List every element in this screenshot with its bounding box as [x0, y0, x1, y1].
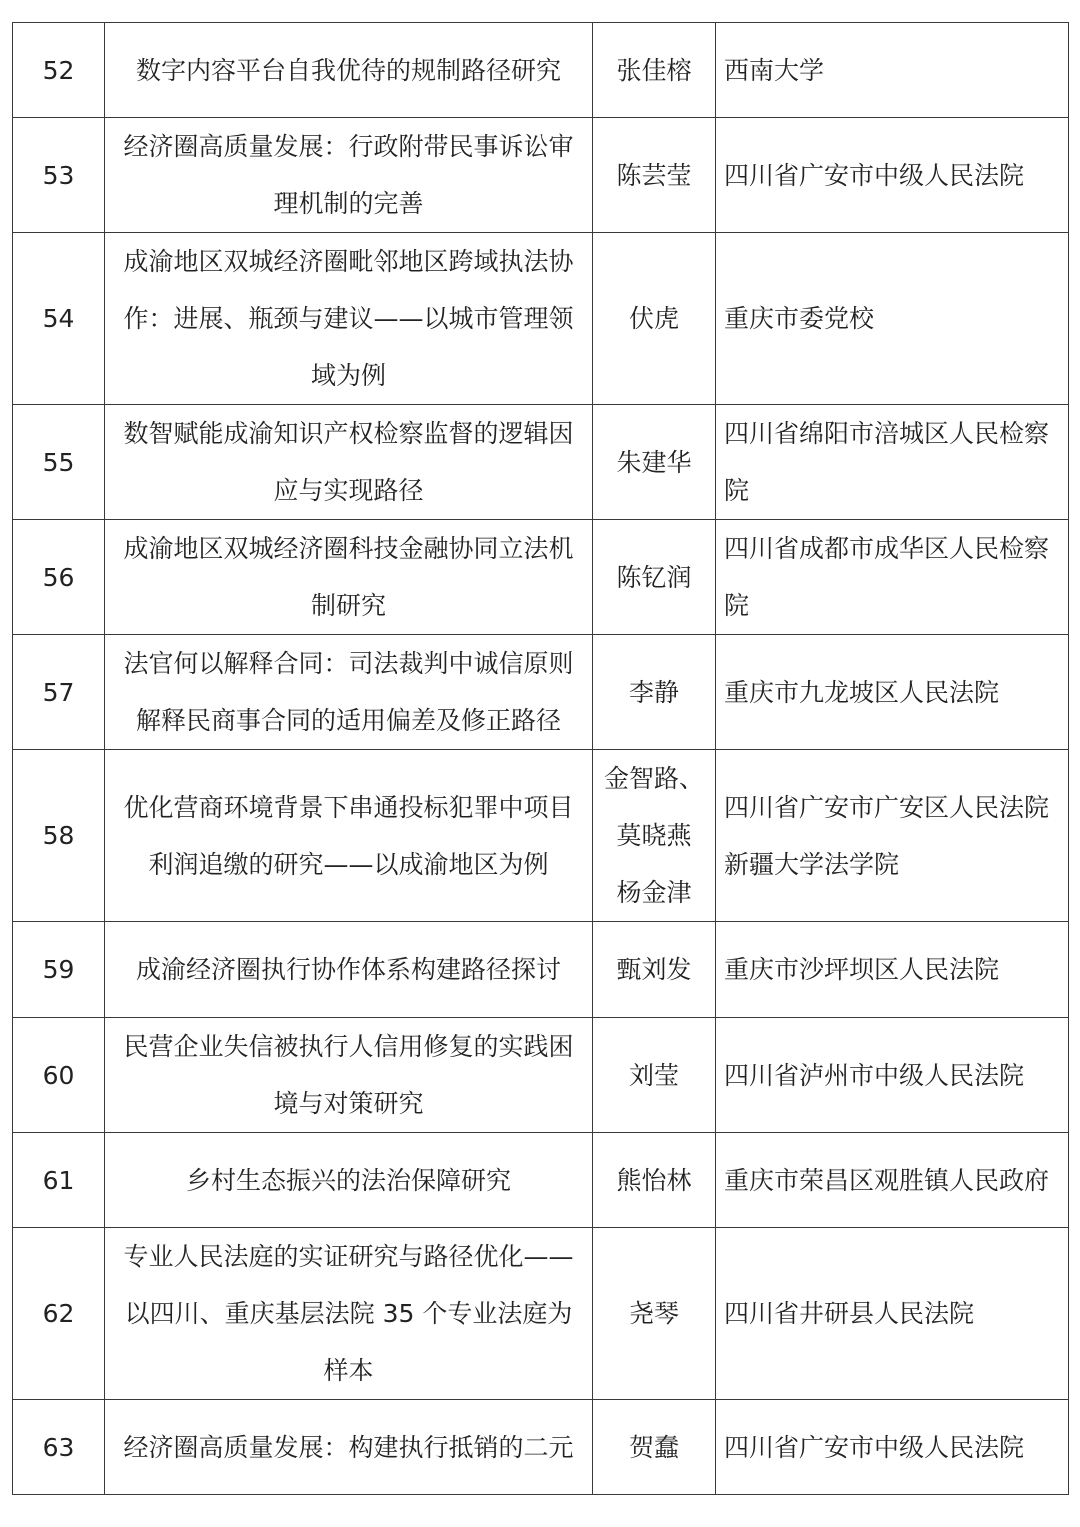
author-name: 朱建华 — [616, 447, 692, 477]
author-cell — [593, 1018, 716, 1133]
organization-cell — [716, 233, 1069, 405]
organization-cell — [716, 635, 1069, 750]
author-name: 甄刘发 — [616, 955, 692, 984]
row-number: 61 — [13, 1133, 105, 1228]
paper-title: 数智赋能成渝知识产权检察监督的逻辑因应与实现路径 — [105, 405, 593, 520]
author-name: 李静 — [628, 677, 679, 707]
paper-title: 经济圈高质量发展：构建执行抵销的二元 — [105, 1400, 593, 1495]
author-cell — [593, 750, 716, 922]
author-cell — [593, 405, 716, 520]
table-row — [13, 1133, 1069, 1228]
organization-name: 四川省成都市成华区人民检察院 — [724, 534, 1050, 620]
table-row — [13, 1018, 1069, 1133]
table-row — [13, 922, 1069, 1018]
row-number: 57 — [13, 635, 105, 750]
author-cell — [593, 1133, 716, 1228]
organization-name: 四川省广安市中级人民法院 — [724, 1432, 1025, 1462]
author-name: 尧琴 — [628, 1299, 679, 1328]
organization-cell — [716, 1400, 1069, 1495]
paper-title: 成渝地区双城经济圈毗邻地区跨域执法协作：进展、瓶颈与建议——以城市管理领域为例 — [105, 233, 593, 405]
organization-cell — [716, 118, 1069, 233]
author-name: 金智路、 — [603, 764, 704, 793]
row-number: 54 — [13, 233, 105, 405]
table-row — [13, 750, 1069, 922]
author-cell — [593, 1400, 716, 1495]
author-name: 伏虎 — [628, 304, 679, 333]
table-row — [13, 405, 1069, 520]
row-number: 56 — [13, 520, 105, 635]
author-name: 陈芸莹 — [616, 160, 692, 190]
table-row — [13, 233, 1069, 405]
author-cell — [593, 635, 716, 750]
results-table — [12, 22, 1069, 1495]
paper-title: 经济圈高质量发展：行政附带民事诉讼审理机制的完善 — [105, 118, 593, 233]
row-number: 60 — [13, 1018, 105, 1133]
organization-name: 四川省广安市中级人民法院 — [724, 160, 1025, 190]
organization-name: 四川省广安市广安区人民法院 — [724, 792, 1050, 822]
organization-cell — [716, 405, 1069, 520]
organization-cell — [716, 750, 1069, 922]
paper-title: 优化营商环境背景下串通投标犯罪中项目利润追缴的研究——以成渝地区为例 — [105, 750, 593, 922]
row-number: 62 — [13, 1228, 105, 1400]
author-name: 刘莹 — [628, 1060, 679, 1090]
paper-title: 数字内容平台自我优待的规制路径研究 — [105, 23, 593, 118]
author-name: 莫晓燕 — [616, 821, 692, 850]
organization-cell — [716, 922, 1069, 1018]
author-name: 杨金津 — [616, 878, 692, 907]
row-number: 63 — [13, 1400, 105, 1495]
author-cell — [593, 23, 716, 118]
author-name: 张佳榕 — [616, 55, 692, 85]
paper-title: 成渝经济圈执行协作体系构建路径探讨 — [105, 922, 593, 1018]
organization-name: 重庆市沙坪坝区人民法院 — [724, 955, 1000, 984]
paper-title: 民营企业失信被执行人信用修复的实践困境与对策研究 — [105, 1018, 593, 1133]
author-name: 陈钇润 — [616, 562, 692, 592]
organization-cell — [716, 1228, 1069, 1400]
table-row — [13, 1228, 1069, 1400]
organization-cell — [716, 520, 1069, 635]
author-name: 熊怡林 — [616, 1165, 692, 1195]
paper-title: 法官何以解释合同：司法裁判中诚信原则解释民商事合同的适用偏差及修正路径 — [105, 635, 593, 750]
organization-name: 重庆市委党校 — [724, 304, 875, 333]
author-cell — [593, 1228, 716, 1400]
organization-cell — [716, 23, 1069, 118]
row-number: 53 — [13, 118, 105, 233]
row-number: 59 — [13, 922, 105, 1018]
organization-name: 四川省绵阳市涪城区人民检察院 — [724, 419, 1050, 505]
row-number: 55 — [13, 405, 105, 520]
table-row — [13, 635, 1069, 750]
organization-name: 新疆大学法学院 — [724, 849, 900, 879]
organization-name: 重庆市荣昌区观胜镇人民政府 — [724, 1165, 1050, 1195]
organization-name: 四川省井研县人民法院 — [724, 1299, 975, 1328]
organization-name: 西南大学 — [724, 55, 825, 85]
paper-title: 乡村生态振兴的法治保障研究 — [105, 1133, 593, 1228]
organization-cell — [716, 1018, 1069, 1133]
organization-name: 四川省泸州市中级人民法院 — [724, 1060, 1025, 1090]
row-number: 52 — [13, 23, 105, 118]
author-cell — [593, 118, 716, 233]
table-row — [13, 520, 1069, 635]
author-cell — [593, 922, 716, 1018]
table-row — [13, 1400, 1069, 1495]
table-row — [13, 118, 1069, 233]
paper-title: 成渝地区双城经济圈科技金融协同立法机制研究 — [105, 520, 593, 635]
organization-name: 重庆市九龙坡区人民法院 — [724, 677, 1000, 707]
author-name: 贺蠢 — [628, 1432, 679, 1462]
author-cell — [593, 520, 716, 635]
author-cell — [593, 233, 716, 405]
organization-cell — [716, 1133, 1069, 1228]
table-row — [13, 23, 1069, 118]
paper-title: 专业人民法庭的实证研究与路径优化——以四川、重庆基层法院 35 个专业法庭为样本 — [105, 1228, 593, 1400]
row-number: 58 — [13, 750, 105, 922]
